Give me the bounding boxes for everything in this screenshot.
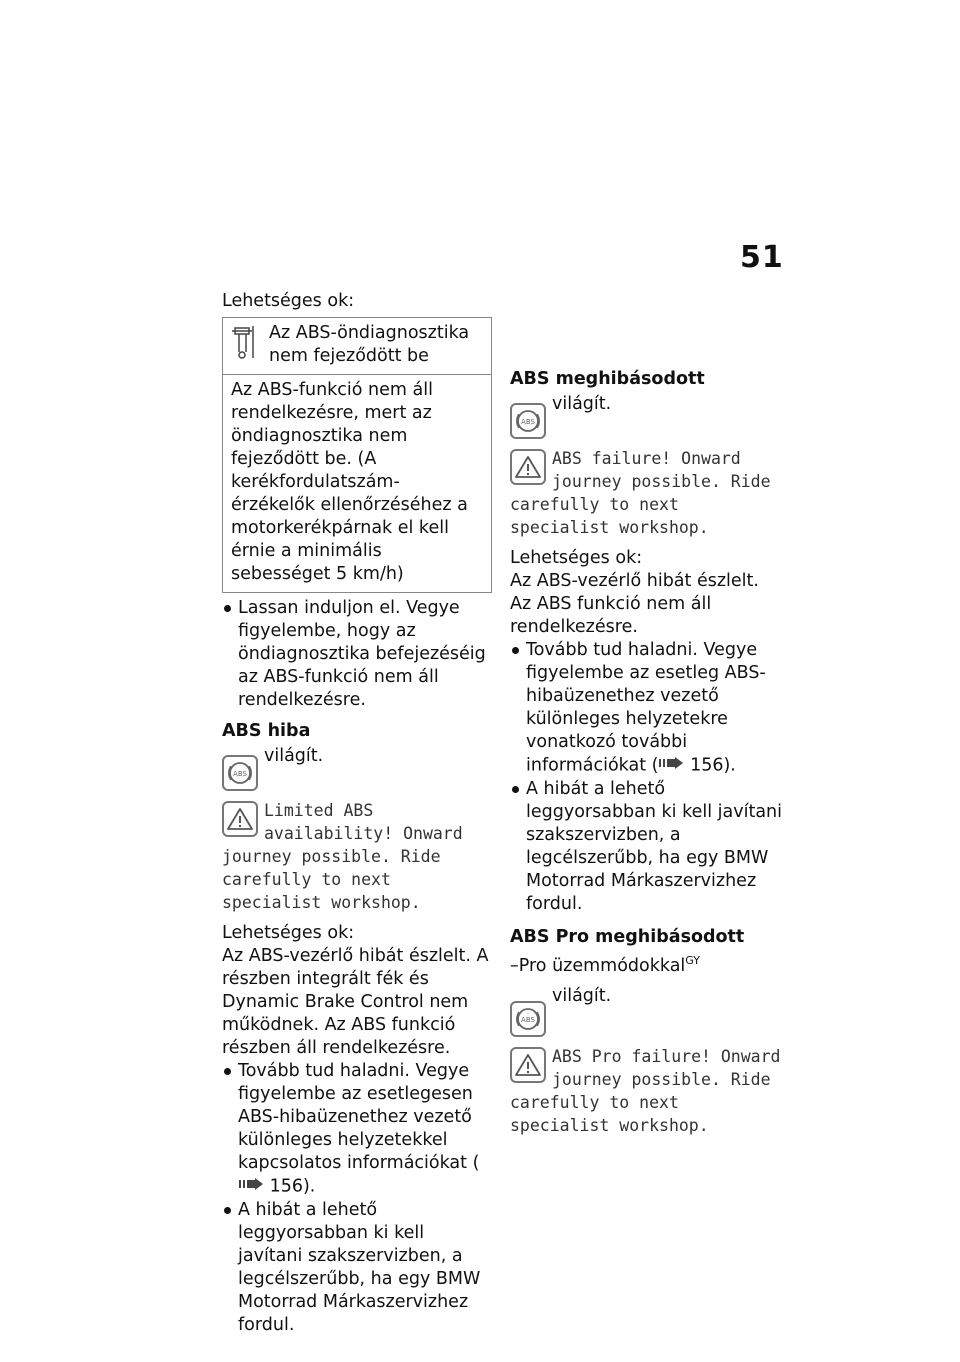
abs-warning-light-icon	[222, 755, 258, 791]
bullet-repair-soon: A hibát a lehető leggyorsabban ki kell javítani szakszervizben, a legcélszerűbb, ha egy BMW Motorrad Márkaszervizhez fordul.	[222, 1199, 492, 1337]
abs-failed-heading: ABS meghibásodott	[510, 369, 705, 389]
warning-triangle-icon	[222, 801, 258, 837]
abs-warning-light-icon	[510, 1001, 546, 1037]
infobox-body: Az ABS-funkció nem áll rendelkezésre, mert az öndiagnosztika nem fejeződött be. (A kerékfordulatszám-érzékelők ellenőrzéséhez a motorkerékpárnak el kell érnie a minimális sebességet 5 km/h)	[231, 380, 468, 584]
display-text: Limited ABS availability! Onward journey possible. Ride carefully to next specialist workshop.	[222, 801, 463, 912]
svg-text:ABS: ABS	[521, 418, 535, 426]
display-text: ABS Pro failure! Onward journey possible. Ride carefully to next specialist workshop.	[510, 1047, 781, 1136]
svg-text:ABS: ABS	[233, 770, 247, 778]
abs-fault-heading: ABS hiba	[222, 721, 311, 741]
warning-triangle-icon	[510, 449, 546, 485]
page-reference: 156).	[690, 755, 736, 776]
diagnosis-infobox	[222, 317, 492, 593]
page-number: 51	[740, 240, 784, 275]
infobox-title: Az ABS-öndiagnosztika nem fejeződött be	[269, 323, 470, 366]
bullet-continue-riding: Tovább tud haladni. Vegye figyelembe az esetlegesen ABS-hibaüzenethez vezető különleges helyzetekkel kapcsolatos információkat ( 156).	[222, 1060, 492, 1199]
page-reference-arrow-icon	[658, 754, 684, 777]
left-column	[222, 290, 492, 1337]
possible-cause-label: Lehetséges ok:	[510, 548, 643, 568]
bullet-slow-start: Lassan induljon el. Vegye figyelembe, hogy az öndiagnosztika befejezéséig az ABS-funkció nem áll rendelkezésre.	[222, 597, 492, 712]
warning-triangle-icon	[510, 1047, 546, 1083]
abs-pro-heading: ABS Pro meghibásodott	[510, 926, 745, 947]
page-reference-arrow-icon	[238, 1175, 264, 1198]
possible-cause-label: Lehetséges ok:	[222, 291, 355, 311]
lights-up-text: világít.	[552, 394, 612, 414]
page-reference: 156).	[269, 1176, 316, 1197]
cause-text: Az ABS-vezérlő hibát észlelt. Az ABS funkció nem áll rendelkezésre.	[510, 571, 759, 637]
pro-modes-superscript: GY	[685, 953, 700, 967]
pro-modes-line	[510, 949, 782, 978]
bullet-continue-riding: Tovább tud haladni. Vegye figyelembe az esetleg ABS-hibaüzenethez vezető különleges helyzetekre vonatkozó további információkat ( 156).	[510, 639, 782, 778]
bullet-text: Tovább tud haladni. Vegye figyelembe az esetleg ABS-hibaüzenethez vezető különleges helyzetekre vonatkozó további információkat	[526, 640, 766, 776]
lights-up-text: világít.	[552, 986, 612, 1007]
display-message	[510, 447, 782, 539]
cause-text: Az ABS-vezérlő hibát észlelt. A részben integrált fék és Dynamic Brake Control nem működnek. Az ABS funkció részben áll rendelkezésre.	[222, 946, 489, 1058]
right-column	[510, 290, 782, 1137]
display-message	[510, 1045, 782, 1137]
pro-modes-text: –Pro üzemmódokkal	[510, 955, 686, 976]
diagnosis-icon	[229, 322, 259, 368]
lights-up-text: világít.	[264, 746, 324, 766]
bullet-repair-soon: A hibát a lehető leggyorsabban ki kell javítani szakszervizben, a legcélszerűbb, ha egy BMW Motorrad Márkaszervizhez fordul.	[510, 778, 782, 916]
possible-cause-label-2: Lehetséges ok:	[222, 923, 355, 943]
display-message	[222, 799, 492, 914]
abs-warning-light-icon	[510, 403, 546, 439]
display-text: ABS failure! Onward journey possible. Ride carefully to next specialist workshop.	[510, 449, 771, 537]
svg-text:ABS: ABS	[521, 1016, 535, 1025]
bullet-text: Tovább tud haladni. Vegye figyelembe az esetlegesen ABS-hibaüzenethez vezető különleges helyzetekkel kapcsolatos információkat	[238, 1061, 473, 1173]
